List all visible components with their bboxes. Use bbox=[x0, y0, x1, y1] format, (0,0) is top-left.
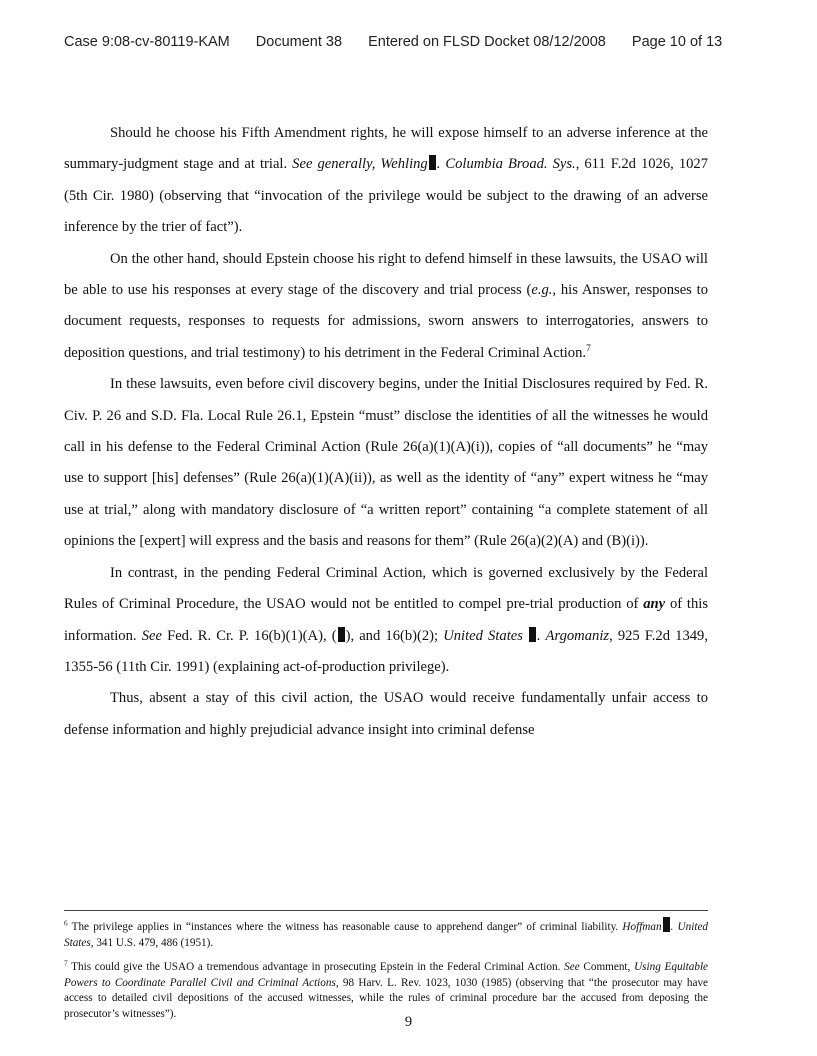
paragraph-conclusion: Thus, absent a stay of this civil action, the USAO would receive fundamentally unfair access to defense information and highly prejudicial advance insight into criminal defense bbox=[64, 690, 708, 738]
page-count: Page 10 of 13 bbox=[631, 34, 723, 50]
footnote-ref-7: 7 bbox=[586, 343, 591, 354]
case-number: Case 9:08-cv-80119-KAM bbox=[64, 34, 230, 50]
redaction-mark bbox=[663, 917, 670, 932]
paragraph-initial-disclosures: In these lawsuits, even before civil discovery begins, under the Initial Disclosures required by Fed. R. Civ. P. 26 and S.D. Fla. Local Rule 26.1, Epstein “must” disclose the identities of all the witnesses he would call in his defense to the Federal Criminal Action (Rule 26(a)(1)(A)(i)), copies of “all documents” he “may use to support [his] defenses” (Rule 26(a)(1)(A)(ii)), as well as the identity of “any” expert witness he “may use at trial,” along with mandatory disclosure of “a written report” containing “a complete statement of all opinions the [expert] will express and the basis and reasons for them” (Rule 26(a)(2)(A) and (B)(i)). bbox=[64, 376, 708, 550]
paragraph-defend-lawsuits: On the other hand, should Epstein choose his right to defend himself in these lawsuits, the USAO will be able to use his responses at every stage of the discovery and trial process (e.g., his Answer, responses to document requests, responses to requests for admissions, sworn answers to interrogatories, answers to deposition questions, and trial testimony) to his detriment in the Federal Criminal Action.$^7$ bbox=[64, 250, 708, 361]
page-number: 9 bbox=[404, 1014, 413, 1030]
paragraph-fifth-amendment: Should he choose his Fifth Amendment rights, he will expose himself to an adverse inference at the summary-judgment stage and at trial. See generally, Wehling . Columbia Broad. Sys., 611 F.2d 1026, 1027 (5th Cir. 1980) (observing that “invocation of the privilege would be subject to the drawing of an adverse inference by the trier of fact”). bbox=[64, 125, 709, 236]
footnote-7: $^7$ This could give the USAO a tremendous advantage in prosecuting Epstein in the Federal Criminal Action. See Comment, Using Equitable Powers to Coordinate Parallel Civil and Criminal Actions, 98 Harv. L. Rev. 1023, 1030 (1985) (observing that “the prosecutor may have access to detailed civil depositions of the accused witnesses, while the rules of criminal procedure bar the accused from deposing the prosecutor’s witnesses”). bbox=[64, 959, 709, 1020]
docket-entry: Entered on FLSD Docket 08/12/2008 bbox=[368, 34, 606, 50]
brief-body bbox=[64, 118, 708, 746]
footnote-6: $^6$ The privilege applies in “instances where the witness has reasonable cause to apprehend danger” of criminal liability. Hoffman . United States, 341 U.S. 479, 486 (1951). bbox=[64, 917, 708, 951]
docket-header bbox=[64, 34, 764, 50]
document-number: Document 38 bbox=[255, 34, 343, 50]
paragraph-criminal-rules: In contrast, in the pending Federal Criminal Action, which is governed exclusively by the Federal Rules of Criminal Procedure, the USAO would not be entitled to compel pre-trial production of any of this information. See Fed. R. Cr. P. 16(b)(1)(A), ( ), and 16(b)(2); United States . Argomaniz, 925 F.2d 1349, 1355-56 (11th Cir. 1991) (explaining act-of-production privilege). bbox=[64, 564, 709, 675]
footnote-divider bbox=[64, 910, 708, 911]
footnotes bbox=[64, 910, 708, 1031]
redaction-mark bbox=[529, 627, 536, 642]
redaction-mark bbox=[338, 627, 345, 642]
redaction-mark bbox=[429, 155, 436, 170]
